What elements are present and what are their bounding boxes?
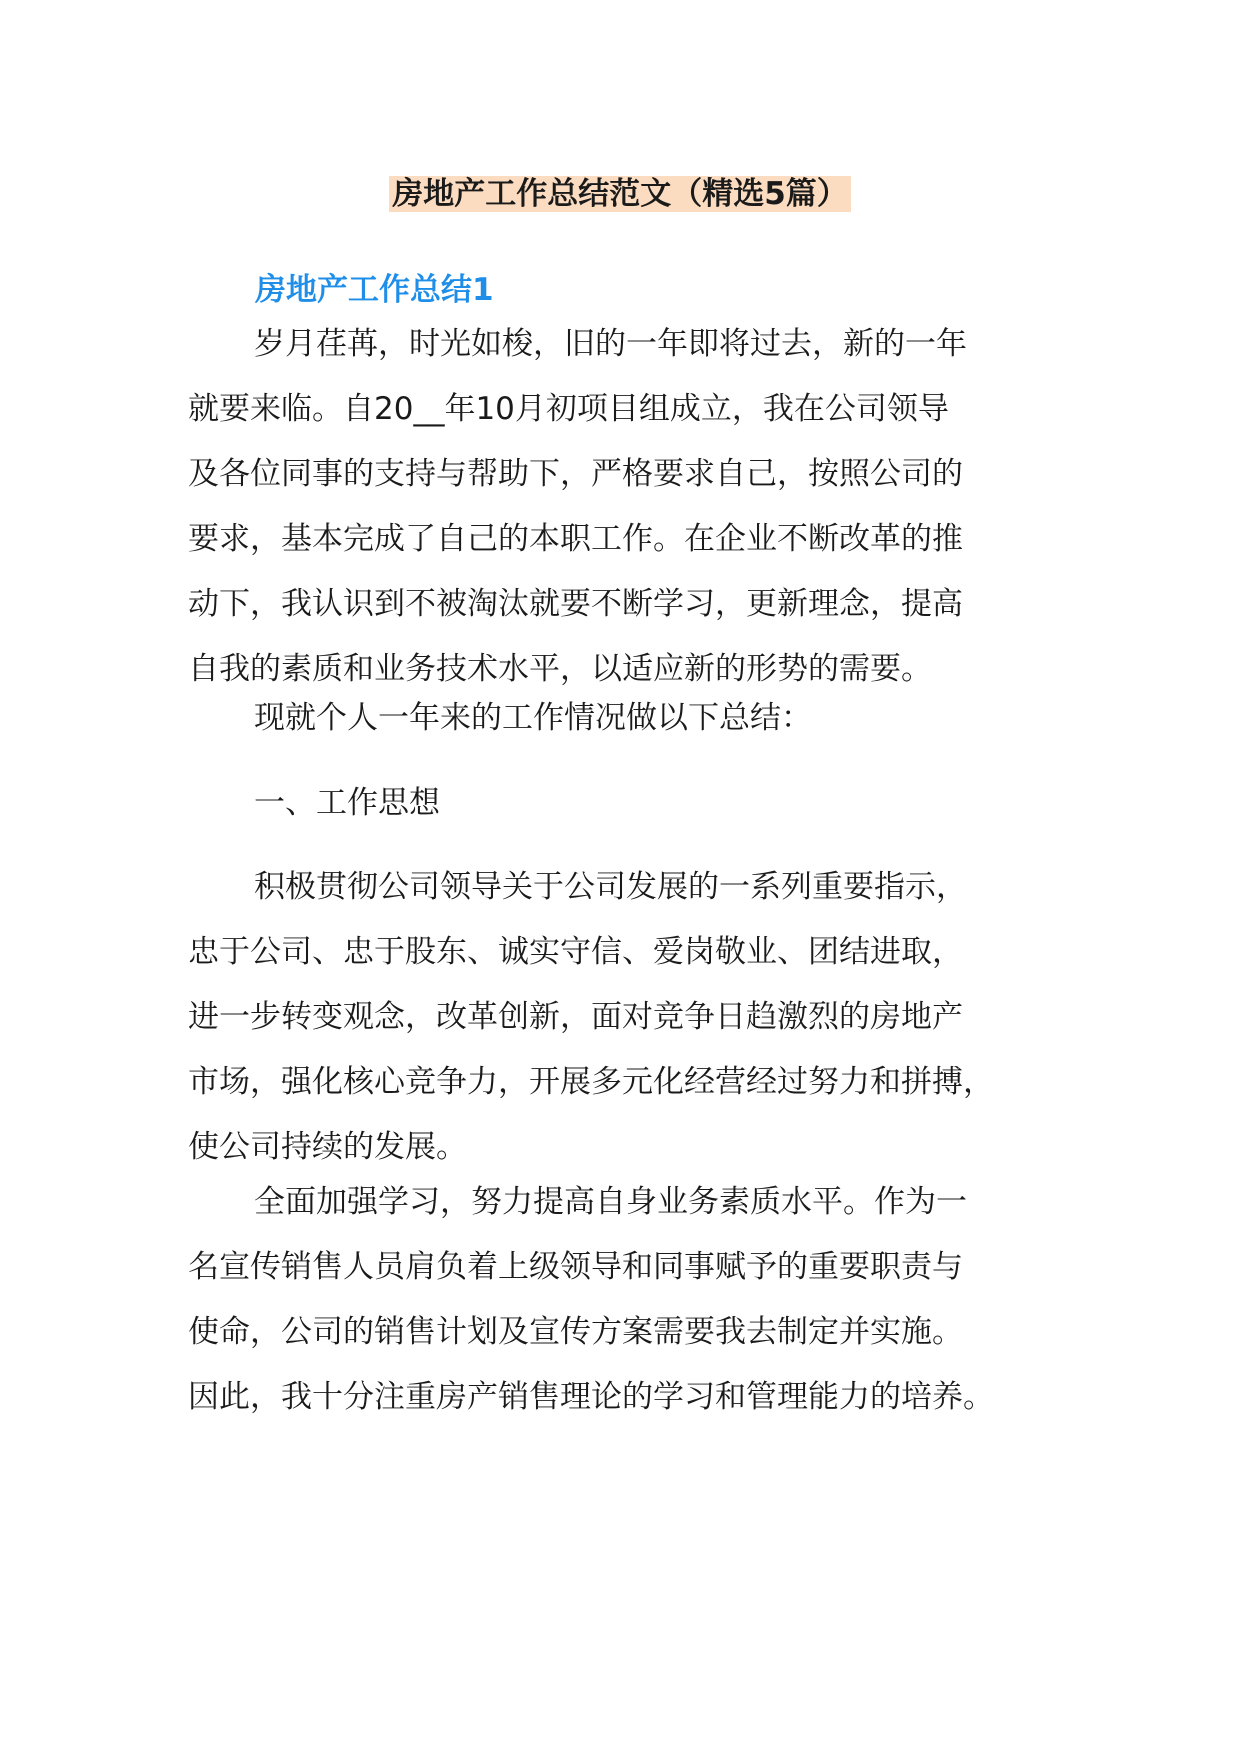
- section-heading: 房地产工作总结1: [255, 272, 494, 308]
- paragraph-learning: 全面加强学习，努力提高自身业务素质水平。作为一 名宣传销售人员肩负着上级领导和同事赋予的重要职责与 使命，公司的销售计划及宣传方案需要我去制定并实施。 因此，我十分注重房产销售理论的学习和管理能力的培养。: [188, 1184, 994, 1415]
- document-title: [0, 172, 1240, 216]
- paragraph-work-thought: 积极贯彻公司领导关于公司发展的一系列重要指示， 忠于公司、忠于股东、诚实守信、爱岗敬业、团结进取， 进一步转变观念，改革创新，面对竞争日趋激烈的房地产 市场，强化核心竞争力，开展多元化经营经过努力和拼搏， 使公司持续的发展。: [188, 869, 994, 1165]
- paragraph-intro: 岁月荏苒，时光如梭，旧的一年即将过去，新的一年 就要来临。自20__年10月初项目组成立，我在公司领导 及各位同事的支持与帮助下，严格要求自己，按照公司的 要求，基本完成了自己的本职工作。在企业不断改革的推 动下，我认识到不被淘汰就要不断学习，更新理念，提高 自我的素质和业务技术水平，以适应新的形势的需要。: [188, 326, 967, 687]
- document-title-text: 房地产工作总结范文（精选5篇）: [389, 176, 851, 212]
- paragraph-summary-lead: 现就个人一年来的工作情况做以下总结：: [254, 700, 812, 736]
- paragraph-section-one-heading: 一、工作思想: [254, 785, 440, 821]
